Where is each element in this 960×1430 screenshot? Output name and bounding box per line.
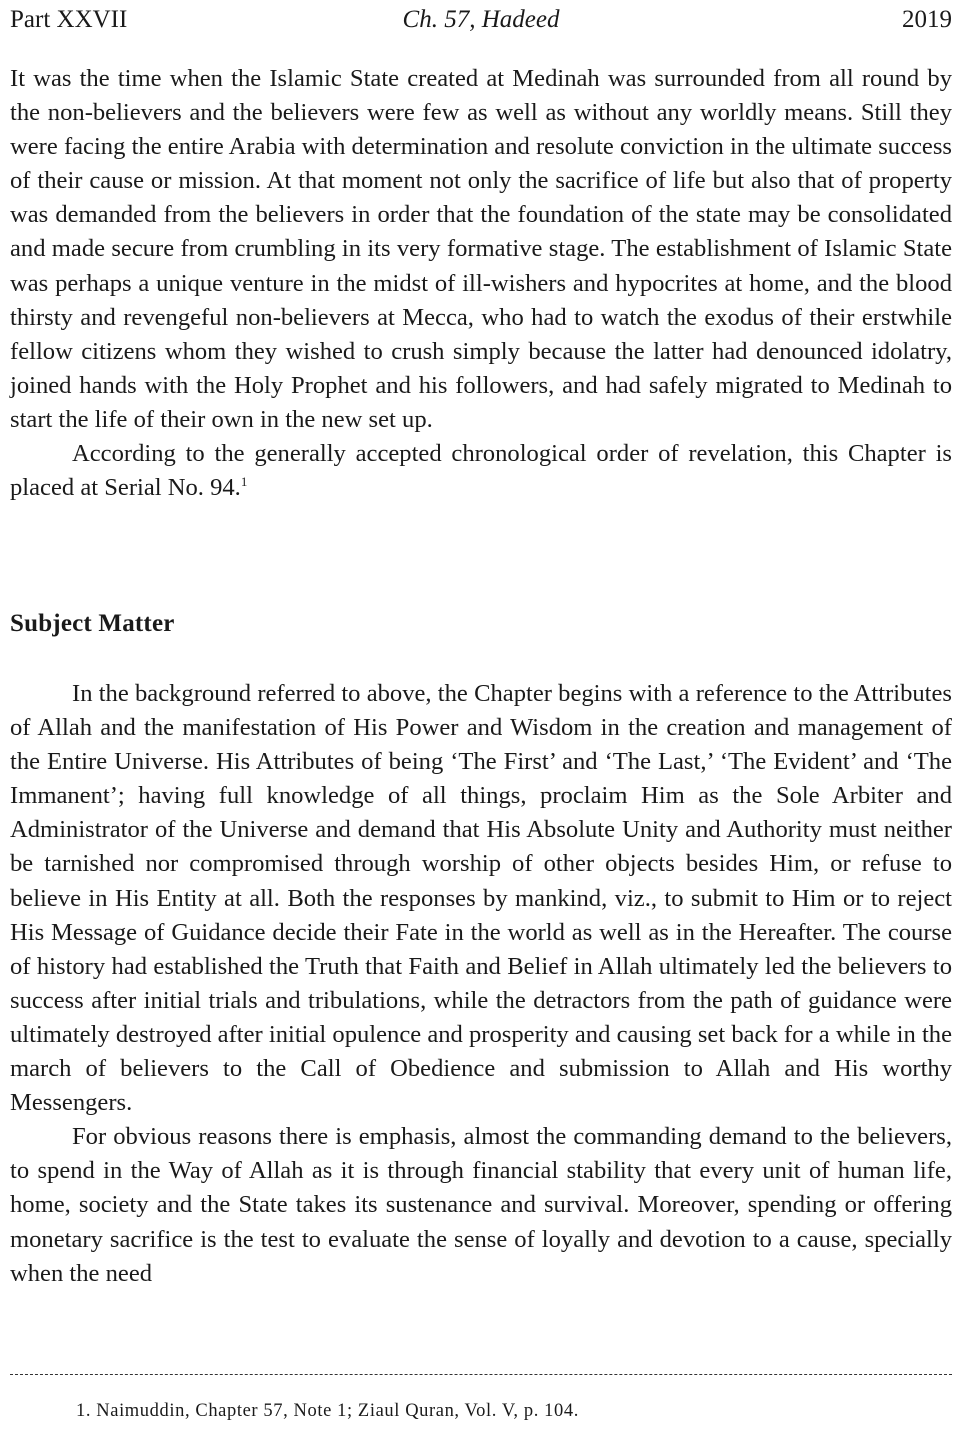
document-page <box>10 0 952 1421</box>
running-header <box>10 0 952 40</box>
footnote-divider <box>10 1374 952 1375</box>
footnote: 1. Naimuddin, Chapter 57, Note 1; Ziaul Quran, Vol. V, p. 104. <box>76 1401 579 1421</box>
subject-paragraph-2: For obvious reasons there is emphasis, almost the commanding demand to the believers, to spend in the Way of Allah as it is through financial stability that every unit of human life, home, society and the State takes its sustenance and survival. Moreover, spending or offering monetary sacrifice is the test to evaluate the sense of loyally and devotion to a cause, specially when the need <box>10 1123 952 1287</box>
intro-paragraph-1: It was the time when the Islamic State created at Medinah was surrounded from all round by the non-believers and the believers were few as well as without any worldly means. Still they were facing the entire Arabia with determination and resolute conviction in the ultimate success of their cause or mission. At that moment not only the sacrifice of life but also that of property was demanded from the believers in order that the foundation of the state may be consolidated and made secure from crumbling in its very formative stage. The establishment of Islamic State was perhaps a unique venture in the midst of ill-wishers and hypocrites at home, and the blood thirsty and revengeful non-believers at Mecca, who had to watch the exodus of their erstwhile fellow citizens whom they wished to crush simply because the latter had denounced idolatry, joined hands with the Holy Prophet and his followers, and had safely migrated to Medinah to start the life of their own in the new set up. <box>10 65 952 433</box>
part-label: Part XXVII <box>10 6 128 33</box>
chapter-title: Ch. 57, Hadeed <box>402 6 560 33</box>
subject-paragraph-1: In the background referred to above, the Chapter begins with a reference to the Attributes of Allah and the manifestation of His Power and Wisdom in the creation and management of the Entire Universe. His Attributes of being ‘The First’ and ‘The Last,’ ‘The Evident’ and ‘The Immanent’; having full knowledge of all things, proclaim Him as the Sole Arbiter and Administrator of the Universe and demand that His Absolute Unity and Authority must neither be tarnished nor compromised through worship of other objects besides Him, or refuse to believe in His Entity at all. Both the responses by mankind, viz., to submit to Him or to reject His Message of Guidance decide their Fate in the world as well as in the Hereafter. The course of history had established the Truth that Faith and Belief in Allah ultimately led the believers to success after initial trials and tribulations, while the detractors from the path of guidance were ultimately destroyed after initial opulence and prosperity and causing set back for a while in the march of believers to the Call of Obedience and submission to Allah and His worthy Messengers. <box>10 680 952 1117</box>
footnote-reference: 1 <box>240 473 248 489</box>
page-number: 2019 <box>902 6 952 33</box>
section-heading: Subject Matter <box>10 610 175 637</box>
intro-paragraph-2-text: According to the generally accepted chronological order of revelation, this Chapter is placed at Serial No. 94. <box>10 440 952 502</box>
subject-matter-section <box>10 677 952 1291</box>
intro-paragraph-2 <box>10 437 952 505</box>
intro-section <box>10 62 952 505</box>
